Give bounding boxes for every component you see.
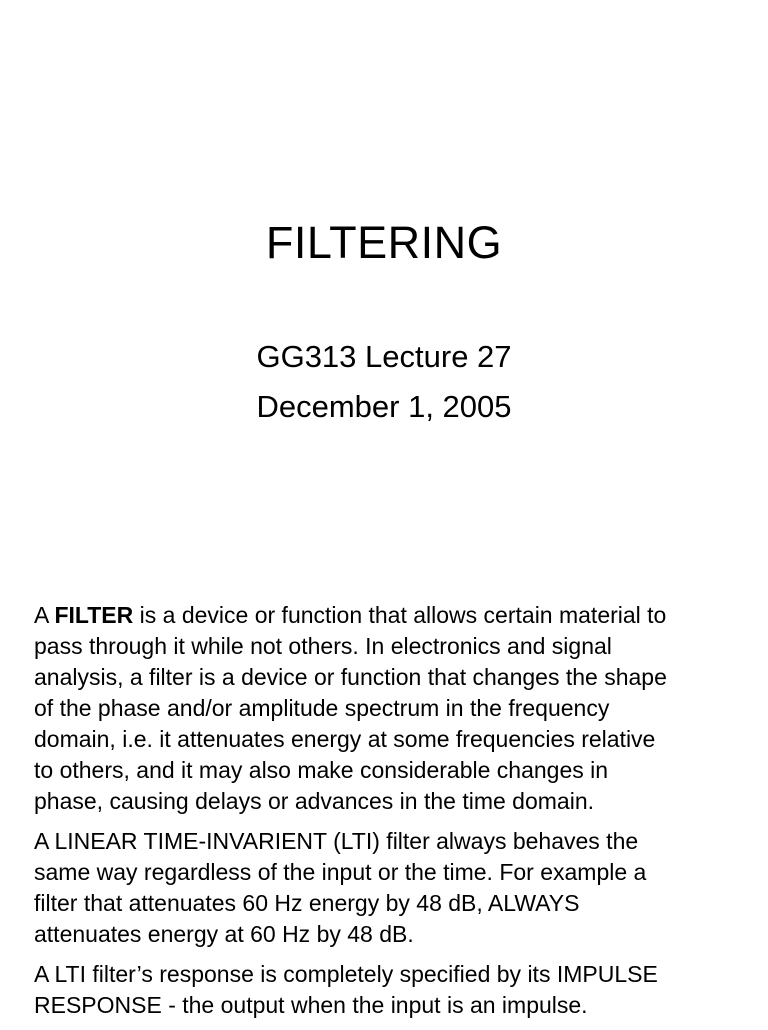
lecture-date-line: December 1, 2005 — [256, 389, 512, 424]
text-line: filter that attenuates 60 Hz energy by 48 dB, ALWAYS — [34, 890, 580, 916]
course-lecture-line: GG313 Lecture 27 — [256, 339, 512, 374]
title-block — [0, 216, 768, 270]
body-text — [34, 600, 754, 1030]
text-run: A — [34, 602, 55, 628]
text-line: phase, causing delays or advances in the time domain. — [34, 788, 594, 814]
page-title: FILTERING — [265, 217, 503, 268]
text-line — [34, 600, 754, 631]
text-line: A LINEAR TIME-INVARIENT (LTI) filter always behaves the — [34, 828, 639, 854]
text-line: domain, i.e. it attenuates energy at some frequencies relative — [34, 726, 656, 752]
text-line: same way regardless of the input or the time. For example a — [34, 859, 647, 885]
text-line: pass through it while not others. In electronics and signal — [34, 633, 612, 659]
paragraph-filter-definition — [34, 600, 754, 817]
text-line: attenuates energy at 60 Hz by 48 dB. — [34, 921, 414, 947]
paragraph-lti-definition — [34, 826, 754, 950]
paragraph-impulse-response — [34, 959, 754, 1021]
text-line: analysis, a filter is a device or function that changes the shape — [34, 664, 667, 690]
text-run: is a device or function that allows certain material to — [133, 602, 667, 628]
text-line: of the phase and/or amplitude spectrum in the frequency — [34, 695, 610, 721]
text-line: to others, and it may also make considerable changes in — [34, 757, 609, 783]
subtitle-block — [0, 332, 768, 432]
text-line: A LTI filter’s response is completely specified by its IMPULSE — [34, 961, 658, 987]
filter-term: FILTER — [54, 602, 134, 628]
text-line: RESPONSE - the output when the input is an impulse. — [34, 992, 588, 1018]
